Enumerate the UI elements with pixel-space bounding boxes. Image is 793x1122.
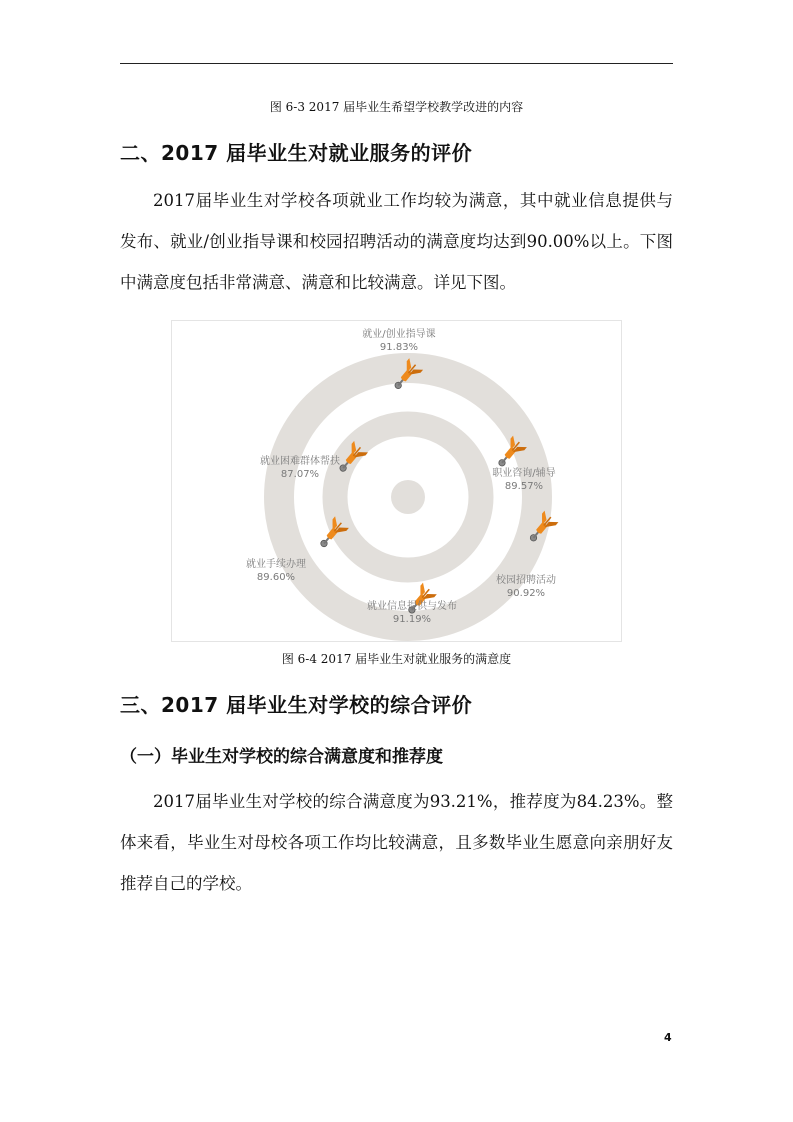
category-label: 就业/创业指导课 [362, 329, 436, 340]
section-3-heading: 三、2017 届毕业生对学校的综合评价 [120, 693, 473, 717]
section-3-subheading: （一）毕业生对学校的综合满意度和推荐度 [120, 747, 443, 767]
section-2-heading: 二、2017 届毕业生对就业服务的评价 [120, 141, 473, 165]
figure-6-4-caption: 图 6-4 2017 届毕业生对就业服务的满意度 [281, 652, 512, 666]
value-label: 90.92% [506, 588, 546, 599]
figure-6-3-caption: 图 6-3 2017 届毕业生希望学校教学改进的内容 [269, 100, 524, 114]
section-2-paragraph: 2017届毕业生对学校各项就业工作均较为满意，其中就业信息提供与发布、就业/创业指导课和校园招聘活动的满意度均达到90.00%以上。下图中满意度包括非常满意、满意和比较满意。详见下图。 [120, 191, 673, 292]
value-label: 89.57% [504, 481, 544, 492]
value-label: 89.60% [256, 572, 296, 583]
satisfaction-chart [171, 320, 622, 642]
category-label: 就业手续办理 [246, 559, 306, 570]
category-label: 职业咨询/辅导 [492, 468, 556, 479]
value-label: 91.83% [379, 342, 419, 353]
value-label: 87.07% [280, 469, 320, 480]
header-rule [120, 63, 673, 64]
page-number: 4 [664, 1031, 672, 1044]
dartboard-chart [172, 321, 621, 641]
section-3-paragraph: 2017届毕业生对学校的综合满意度为93.21%，推荐度为84.23%。整体来看，毕业生对母校各项工作均比较满意，且多数毕业生愿意向亲朋好友推荐自己的学校。 [120, 792, 673, 893]
category-label: 就业困难群体帮扶 [260, 456, 340, 467]
category-label: 校园招聘活动 [496, 575, 556, 586]
bullseye [391, 480, 425, 514]
category-label: 就业信息提供与发布 [367, 601, 457, 612]
value-label: 91.19% [392, 614, 432, 625]
target-rings [279, 368, 537, 626]
